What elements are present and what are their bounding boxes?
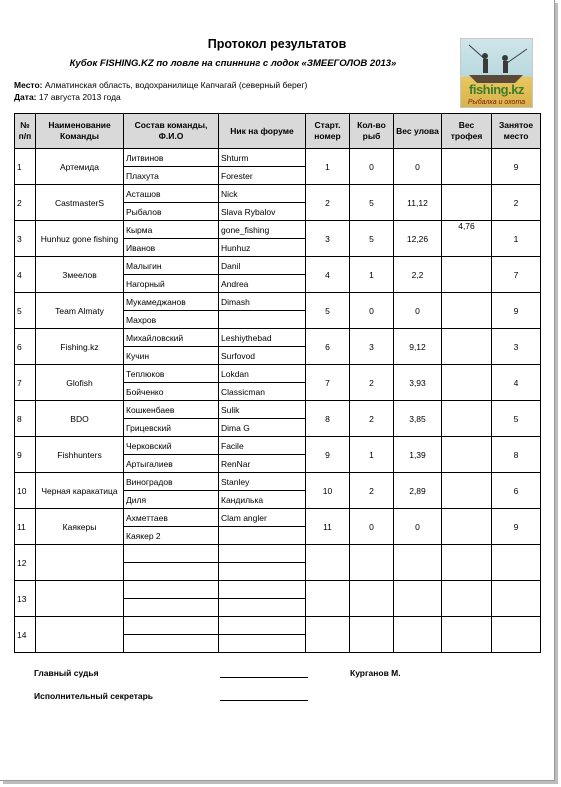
- table-row: [15, 293, 541, 311]
- team-number: 1: [15, 149, 36, 185]
- team-member: Махров: [124, 311, 219, 329]
- table-header-row: [15, 114, 541, 149]
- col-weight-header: Вес улова: [394, 114, 442, 149]
- table-row: [15, 257, 541, 275]
- place: 9: [492, 149, 541, 185]
- team-name: [36, 581, 124, 617]
- team-member: Кошкенбаев: [124, 401, 219, 419]
- forum-nick: [219, 311, 306, 329]
- team-name: Артемида: [36, 149, 124, 185]
- col-trophy-header: Вес трофея: [442, 114, 492, 149]
- document-subtitle: Кубок FISHING.KZ по ловле на спиннинг с лодок «ЗМЕЕГОЛОВ 2013»: [69, 58, 397, 69]
- table-row: [15, 401, 541, 419]
- catch-weight: 2,89: [394, 473, 442, 509]
- forum-nick: Leshiythebad: [219, 329, 306, 347]
- team-member: Черковский: [124, 437, 219, 455]
- table-row: [15, 581, 541, 599]
- place: 1: [492, 221, 541, 257]
- team-member: [124, 635, 219, 653]
- forum-nick: Slava Rybalov: [219, 203, 306, 221]
- start-number: [306, 581, 350, 617]
- col-start-header: Старт. номер: [306, 114, 350, 149]
- fishing-kz-logo: [460, 38, 533, 108]
- team-number: 11: [15, 509, 36, 545]
- start-number: 5: [306, 293, 350, 329]
- forum-nick: Dimash: [219, 293, 306, 311]
- fish-count: 5: [350, 221, 394, 257]
- table-row: [15, 617, 541, 635]
- col-nick-header: Ник на форуме: [219, 114, 306, 149]
- table-row: [15, 473, 541, 491]
- team-name: CastmasterS: [36, 185, 124, 221]
- start-number: 3: [306, 221, 350, 257]
- team-member: Михайловский: [124, 329, 219, 347]
- place: 3: [492, 329, 541, 365]
- trophy-weight: [442, 401, 492, 437]
- trophy-weight: [442, 437, 492, 473]
- team-name: [36, 617, 124, 653]
- team-number: 8: [15, 401, 36, 437]
- start-number: 1: [306, 149, 350, 185]
- fish-count: 1: [350, 257, 394, 293]
- team-name: Hunhuz gone fishing: [36, 221, 124, 257]
- table-row: [15, 149, 541, 167]
- start-number: 6: [306, 329, 350, 365]
- table-row: [15, 365, 541, 383]
- start-number: 10: [306, 473, 350, 509]
- team-member: Кучин: [124, 347, 219, 365]
- start-number: [306, 617, 350, 653]
- team-member: Малыгин: [124, 257, 219, 275]
- date-label: Дата:: [14, 92, 37, 102]
- team-number: 12: [15, 545, 36, 581]
- table-row: [15, 509, 541, 527]
- catch-weight: 0: [394, 149, 442, 185]
- place: [492, 617, 541, 653]
- fish-count: 1: [350, 437, 394, 473]
- place: 6: [492, 473, 541, 509]
- forum-nick: gone_fishing: [219, 221, 306, 239]
- table-row: [15, 329, 541, 347]
- team-member: Рыбалов: [124, 203, 219, 221]
- judge-label: Главный судья: [34, 668, 99, 678]
- team-number: 6: [15, 329, 36, 365]
- team-name: Змеелов: [36, 257, 124, 293]
- table-row: [15, 221, 541, 239]
- fish-count: 0: [350, 509, 394, 545]
- start-number: 8: [306, 401, 350, 437]
- team-member: Грицевский: [124, 419, 219, 437]
- fish-count: 3: [350, 329, 394, 365]
- fish-count: 2: [350, 473, 394, 509]
- forum-nick: [219, 617, 306, 635]
- fish-count: [350, 545, 394, 581]
- trophy-weight: [442, 257, 492, 293]
- forum-nick: Surfovod: [219, 347, 306, 365]
- catch-weight: 3,85: [394, 401, 442, 437]
- forum-nick: Danil: [219, 257, 306, 275]
- catch-weight: [394, 617, 442, 653]
- forum-nick: [219, 581, 306, 599]
- forum-nick: Andrea: [219, 275, 306, 293]
- start-number: 9: [306, 437, 350, 473]
- col-number-header: № п/п: [15, 114, 36, 149]
- team-member: Нагорный: [124, 275, 219, 293]
- catch-weight: 11,12: [394, 185, 442, 221]
- catch-weight: 12,26: [394, 221, 442, 257]
- trophy-weight: [442, 365, 492, 401]
- trophy-weight: [442, 149, 492, 185]
- forum-nick: Кандилька: [219, 491, 306, 509]
- trophy-weight: [442, 545, 492, 581]
- place: 8: [492, 437, 541, 473]
- forum-nick: Classicman: [219, 383, 306, 401]
- catch-weight: [394, 581, 442, 617]
- fish-count: 2: [350, 365, 394, 401]
- col-count-header: Кол-во рыб: [350, 114, 394, 149]
- trophy-weight: [442, 185, 492, 221]
- place: 9: [492, 509, 541, 545]
- forum-nick: Hunhuz: [219, 239, 306, 257]
- team-member: Асташов: [124, 185, 219, 203]
- trophy-weight: [442, 581, 492, 617]
- place-line: [14, 80, 307, 90]
- catch-weight: 9,12: [394, 329, 442, 365]
- place: 9: [492, 293, 541, 329]
- team-member: [124, 545, 219, 563]
- team-member: Иванов: [124, 239, 219, 257]
- judge-signature-line: [220, 677, 308, 678]
- team-name: Fishing.kz: [36, 329, 124, 365]
- forum-nick: Facile: [219, 437, 306, 455]
- forum-nick: Lokdan: [219, 365, 306, 383]
- results-body: [15, 149, 541, 653]
- fish-count: 5: [350, 185, 394, 221]
- team-member: [124, 599, 219, 617]
- team-number: 13: [15, 581, 36, 617]
- catch-weight: 0: [394, 509, 442, 545]
- forum-nick: Clam angler: [219, 509, 306, 527]
- judge-name: Курганов М.: [350, 668, 401, 678]
- logo-text: fishing.kz: [469, 82, 524, 97]
- forum-nick: [219, 563, 306, 581]
- start-number: 11: [306, 509, 350, 545]
- team-number: 7: [15, 365, 36, 401]
- fish-count: [350, 617, 394, 653]
- team-name: Каякеры: [36, 509, 124, 545]
- team-member: Теплюков: [124, 365, 219, 383]
- place-label: Место:: [14, 80, 43, 90]
- fish-count: [350, 581, 394, 617]
- forum-nick: [219, 635, 306, 653]
- table-row: [15, 185, 541, 203]
- place: 5: [492, 401, 541, 437]
- col-members-header: Состав команды, Ф.И.О: [124, 114, 219, 149]
- team-number: 14: [15, 617, 36, 653]
- date-line: [14, 92, 121, 102]
- place: [492, 581, 541, 617]
- team-member: Кырма: [124, 221, 219, 239]
- team-member: [124, 563, 219, 581]
- forum-nick: Sulik: [219, 401, 306, 419]
- logo-slogan: Рыбалка и охота: [467, 99, 526, 106]
- results-table: [14, 113, 541, 653]
- trophy-weight: [442, 293, 492, 329]
- team-name: BDO: [36, 401, 124, 437]
- catch-weight: 3,93: [394, 365, 442, 401]
- forum-nick: Stanley: [219, 473, 306, 491]
- team-number: 5: [15, 293, 36, 329]
- forum-nick: [219, 545, 306, 563]
- trophy-weight: [442, 473, 492, 509]
- place: 7: [492, 257, 541, 293]
- team-name: Черная каракатица: [36, 473, 124, 509]
- forum-nick: [219, 527, 306, 545]
- team-member: Виноградов: [124, 473, 219, 491]
- team-number: 10: [15, 473, 36, 509]
- team-member: Плахута: [124, 167, 219, 185]
- catch-weight: [394, 545, 442, 581]
- team-member: Мукамеджанов: [124, 293, 219, 311]
- place: [492, 545, 541, 581]
- trophy-weight: [442, 509, 492, 545]
- catch-weight: 0: [394, 293, 442, 329]
- team-member: Ахметтаев: [124, 509, 219, 527]
- start-number: 2: [306, 185, 350, 221]
- place: 4: [492, 365, 541, 401]
- start-number: 4: [306, 257, 350, 293]
- team-number: 9: [15, 437, 36, 473]
- date-value: 17 августа 2013 года: [38, 92, 121, 102]
- table-row: [15, 545, 541, 563]
- team-number: 3: [15, 221, 36, 257]
- forum-nick: Dima G: [219, 419, 306, 437]
- forum-nick: Nick: [219, 185, 306, 203]
- team-member: [124, 617, 219, 635]
- team-member: Литвинов: [124, 149, 219, 167]
- fish-count: 0: [350, 149, 394, 185]
- team-number: 2: [15, 185, 36, 221]
- trophy-weight: [442, 329, 492, 365]
- team-member: Бойченко: [124, 383, 219, 401]
- start-number: 7: [306, 365, 350, 401]
- forum-nick: RenNar: [219, 455, 306, 473]
- forum-nick: Shturm: [219, 149, 306, 167]
- forum-nick: [219, 599, 306, 617]
- trophy-weight: [442, 617, 492, 653]
- place-value: Алматинская область, водохранилище Капчагай (северный берег): [44, 80, 308, 90]
- secretary-label: Исполнительный секретарь: [34, 691, 154, 701]
- team-name: Fishhunters: [36, 437, 124, 473]
- team-name: Team Almaty: [36, 293, 124, 329]
- team-member: Диля: [124, 491, 219, 509]
- document-title: Протокол результатов: [207, 37, 347, 51]
- team-member: Каякер 2: [124, 527, 219, 545]
- col-place-header: Занятое место: [492, 114, 541, 149]
- col-team-header: Наименование Команды: [36, 114, 124, 149]
- trophy-weight: 4,76: [442, 221, 492, 257]
- fish-count: 2: [350, 401, 394, 437]
- place: 2: [492, 185, 541, 221]
- forum-nick: Forester: [219, 167, 306, 185]
- team-member: Артыгалиев: [124, 455, 219, 473]
- start-number: [306, 545, 350, 581]
- secretary-signature-line: [220, 700, 308, 701]
- team-name: [36, 545, 124, 581]
- team-number: 4: [15, 257, 36, 293]
- team-member: [124, 581, 219, 599]
- table-row: [15, 437, 541, 455]
- catch-weight: 2,2: [394, 257, 442, 293]
- catch-weight: 1,39: [394, 437, 442, 473]
- team-name: Glofish: [36, 365, 124, 401]
- fish-count: 0: [350, 293, 394, 329]
